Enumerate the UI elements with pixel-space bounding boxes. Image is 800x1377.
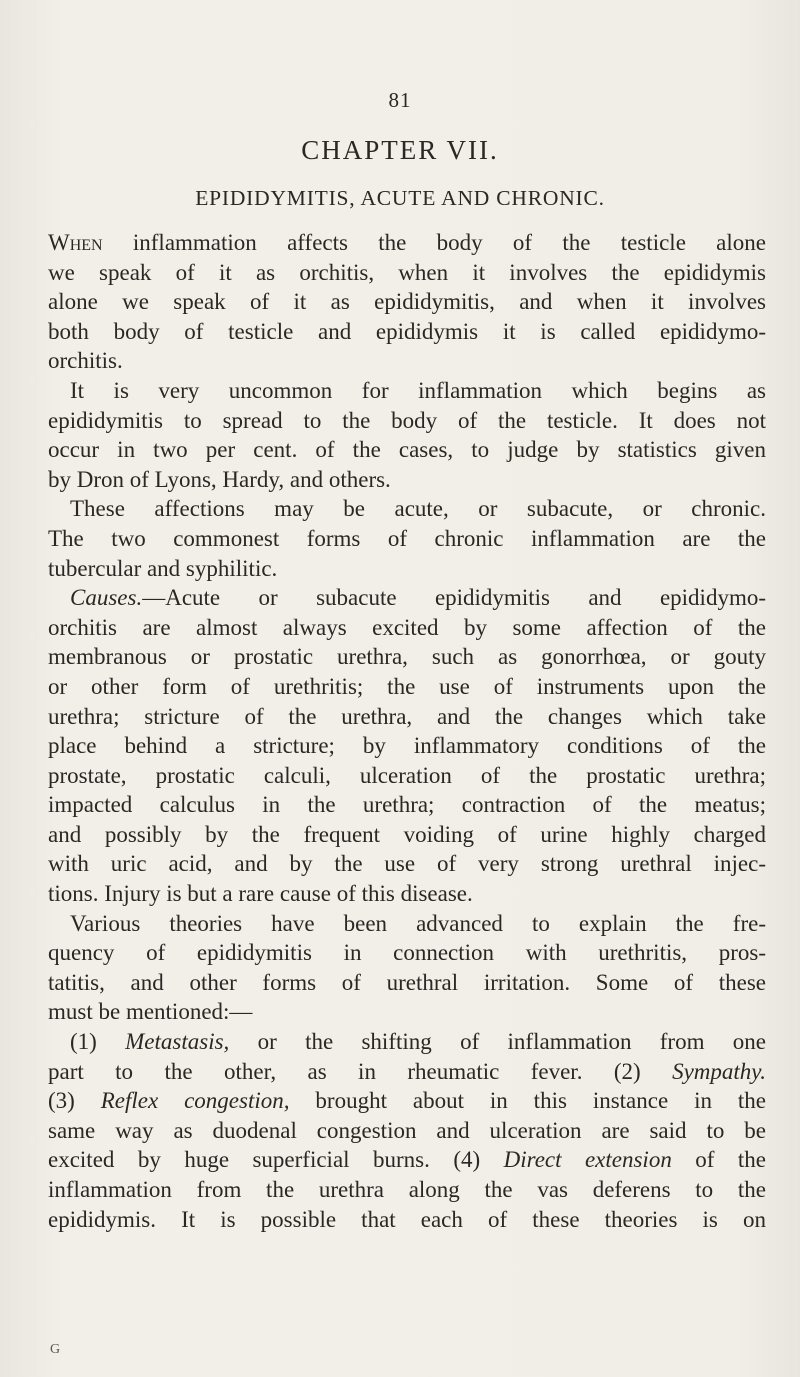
- text-line: orchitis are almost always excited by some affection of the: [48, 614, 766, 640]
- text-line: tubercular and syphilitic.: [48, 555, 278, 581]
- text-line: epididymis. It is possible that each of these theories is on: [48, 1206, 766, 1232]
- text-line: (1) Metastasis, or the shifting of inflammation from one: [70, 1029, 766, 1055]
- text-line: and possibly by the frequent voiding of urine highly charged: [48, 821, 766, 847]
- text-line: we speak of it as orchitis, when it involves the epididymis: [48, 259, 766, 285]
- page-number: 81: [388, 88, 412, 112]
- text-line: urethra; stricture of the urethra, and the changes which take: [48, 703, 766, 729]
- body-text: [48, 228, 766, 1234]
- text-line: place behind a stricture; by inflammatory conditions of the: [48, 733, 766, 759]
- text-line: by Dron of Lyons, Hardy, and others.: [48, 466, 391, 492]
- text-line: quency of epididymitis in connection with urethritis, pros-: [48, 940, 766, 966]
- text-line: with uric acid, and by the use of very strong urethral injec-: [48, 851, 766, 877]
- text-line: both body of testicle and epididymis it is called epididymo-: [48, 318, 766, 344]
- text-line: part to the other, as in rheumatic fever. (2) Sympathy.: [48, 1058, 766, 1084]
- text-line: membranous or prostatic urethra, such as gonorrhœa, or gouty: [48, 644, 766, 670]
- signature-mark: G: [50, 1342, 61, 1357]
- text-line: tions. Injury is but a rare cause of this disease.: [48, 881, 473, 907]
- text-line: When inflammation affects the body of the testicle alone: [48, 230, 766, 255]
- text-line: inflammation from the urethra along the vas deferens to the: [48, 1177, 766, 1202]
- text-line: (3) Reflex congestion, brought about in this instance in the: [48, 1088, 766, 1114]
- text-line: or other form of urethritis; the use of instruments upon the: [48, 673, 766, 699]
- chapter-subtitle: EPIDIDYMITIS, ACUTE AND CHRONIC.: [195, 186, 605, 210]
- chapter-title: CHAPTER VII.: [301, 135, 499, 165]
- text-line: These affections may be acute, or subacute, or chronic.: [70, 496, 766, 522]
- text-line: orchitis.: [48, 348, 123, 374]
- text-line: prostate, prostatic calculi, ulceration of the prostatic urethra;: [48, 762, 766, 788]
- text-line: epididymitis to spread to the body of the testicle. It does not: [48, 407, 766, 433]
- text-line: Various theories have been advanced to explain the fre-: [70, 910, 766, 936]
- text-line: must be mentioned:—: [48, 999, 253, 1025]
- text-line: impacted calculus in the urethra; contraction of the meatus;: [48, 792, 766, 818]
- text-line: Causes.—Acute or subacute epididymitis and epididymo-: [70, 585, 766, 611]
- text-line: same way as duodenal congestion and ulceration are said to be: [48, 1117, 766, 1143]
- text-line: tatitis, and other forms of urethral irritation. Some of these: [48, 969, 766, 995]
- text-line: occur in two per cent. of the cases, to judge by statistics given: [48, 437, 766, 463]
- text-line: The two commonest forms of chronic inflammation are the: [48, 525, 766, 551]
- text-line: alone we speak of it as epididymitis, and when it involves: [48, 289, 766, 315]
- text-line: It is very uncommon for inflammation which begins as: [70, 377, 766, 403]
- text-line: excited by huge superficial burns. (4) Direct extension of the: [48, 1147, 766, 1173]
